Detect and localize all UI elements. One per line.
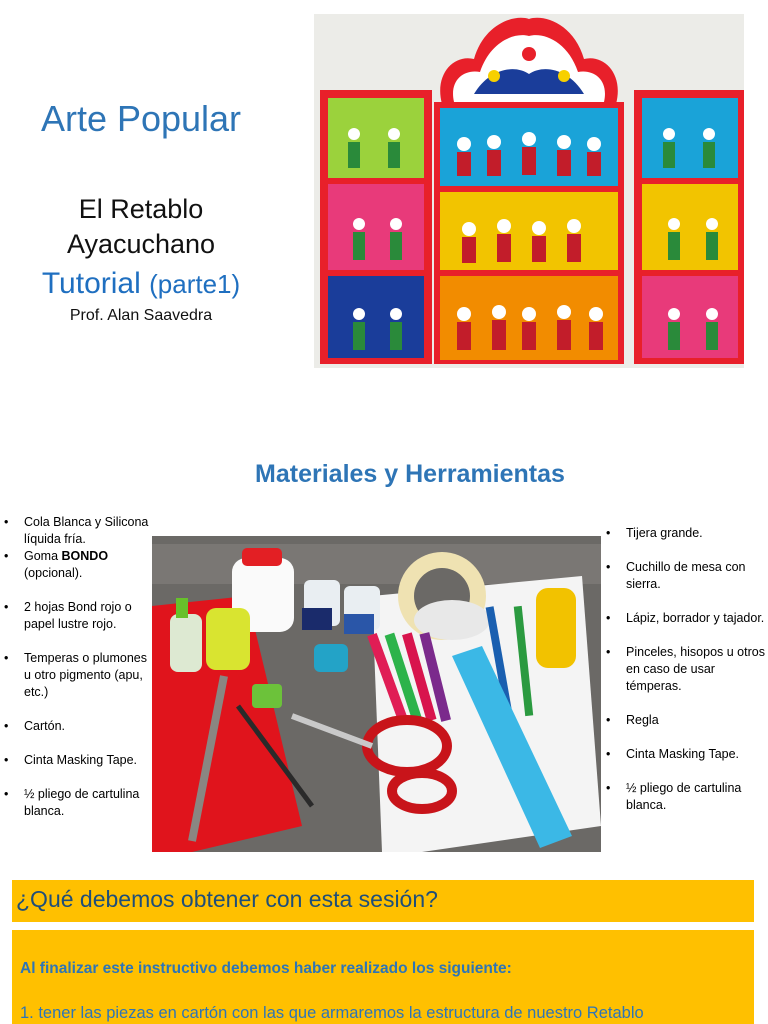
materials-heading: Materiales y Herramientas xyxy=(255,460,565,488)
list-item: • Cinta Masking Tape. xyxy=(0,752,150,769)
list-item: • ½ pliego de cartulina blanca. xyxy=(602,780,768,814)
list-item: • Cartón. xyxy=(0,718,150,735)
page-title: Arte Popular xyxy=(40,98,242,139)
list-item: • Goma BONDO (opcional). xyxy=(0,548,150,582)
session-banner-title: ¿Qué debemos obtener con esta sesión? xyxy=(16,886,438,912)
tools-photo xyxy=(152,536,601,852)
session-intro: Al finalizar este instructivo debemos haber realizado los siguiente: xyxy=(20,960,512,977)
list-item: • Cola Blanca y Silicona líquida fría. xyxy=(0,514,150,548)
list-item: • ½ pliego de cartulina blanca. xyxy=(0,786,150,820)
list-item: • Temperas o plumones u otro pigmento (apu, etc.) xyxy=(0,650,150,701)
tutorial-word: Tutorial xyxy=(41,267,141,300)
retablo-photo xyxy=(314,14,744,368)
list-item: • 2 hojas Bond rojo o papel lustre rojo. xyxy=(0,599,150,633)
session-item-1: 1. tener las piezas en cartón con las que armaremos la estructura de nuestro Retablo xyxy=(20,1004,644,1022)
list-item: • Regla xyxy=(602,712,768,729)
list-item: • Cuchillo de mesa con sierra. xyxy=(602,559,768,593)
list-item: • Cinta Masking Tape. xyxy=(602,746,768,763)
list-item: • Pinceles, hisopos u otros en caso de usar témperas. xyxy=(602,644,768,695)
author-name: Prof. Alan Saavedra xyxy=(69,307,213,324)
tutorial-part: (parte1) xyxy=(149,269,241,299)
materials-list-right xyxy=(602,525,768,814)
list-item: • Lápiz, borrador y tajador. xyxy=(602,610,768,627)
materials-list-left xyxy=(0,514,150,820)
subtitle-line-2: Ayacuchano xyxy=(66,229,216,259)
subtitle-line-1: El Retablo xyxy=(78,194,204,224)
list-item: • Tijera grande. xyxy=(602,525,768,542)
tutorial-heading xyxy=(0,267,282,301)
